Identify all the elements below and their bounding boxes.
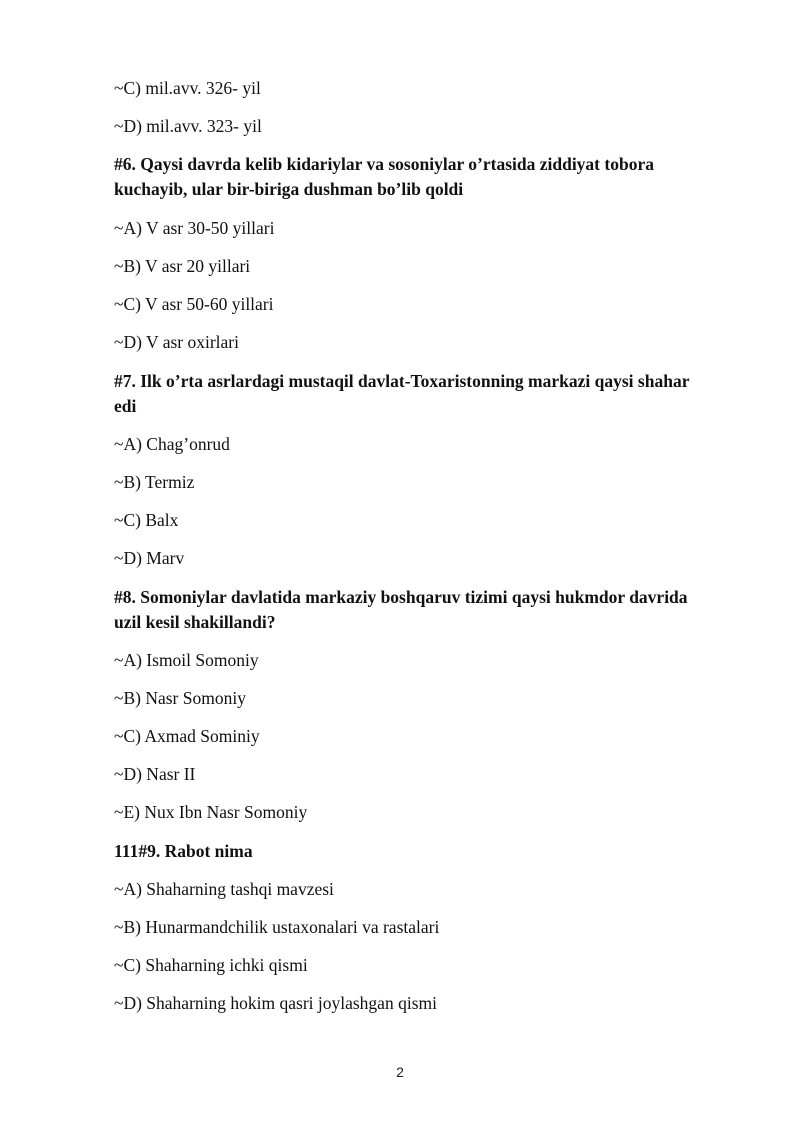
answer-option: ~D) Marv: [114, 548, 185, 568]
question-text: #7. Ilk o’rta asrlardagi mustaqil davlat-Toxaristonning markazi qaysi shahar edi: [114, 371, 690, 416]
question-text: #6. Qaysi davrda kelib kidariylar va sosoniylar o’rtasida ziddiyat tobora kuchayib, ular bir-biriga dushman bo’lib qoldi: [114, 154, 654, 199]
page-number: 2: [396, 1064, 404, 1080]
answer-option: ~C) Axmad Sominiy: [114, 726, 260, 746]
answer-option: ~B) Termiz: [114, 472, 195, 492]
question-text: #8. Somoniylar davlatida markaziy boshqaruv tizimi qaysi hukmdor davrida uzil kesil shakillandi?: [114, 587, 688, 632]
answer-option: ~A) Chag’onrud: [114, 434, 230, 454]
answer-option: ~C) mil.avv. 326- yil: [114, 78, 261, 98]
answer-option: ~D) mil.avv. 323- yil: [114, 116, 262, 136]
answer-option: ~B) Hunarmandchilik ustaxonalari va rastalari: [114, 917, 440, 937]
answer-option: ~A) Ismoil Somoniy: [114, 650, 259, 670]
answer-option: ~D) Shaharning hokim qasri joylashgan qismi: [114, 993, 437, 1013]
answer-option: ~E) Nux Ibn Nasr Somoniy: [114, 802, 308, 822]
answer-option: ~B) Nasr Somoniy: [114, 688, 246, 708]
answer-option: ~A) V asr 30-50 yillari: [114, 218, 275, 238]
answer-option: ~C) Balx: [114, 510, 179, 530]
answer-option: ~C) V asr 50-60 yillari: [114, 294, 274, 314]
answer-option: ~B) V asr 20 yillari: [114, 256, 251, 276]
answer-option: ~C) Shaharning ichki qismi: [114, 955, 308, 975]
question-text: 111#9. Rabot nima: [114, 841, 253, 861]
answer-option: ~A) Shaharning tashqi mavzesi: [114, 879, 334, 899]
answer-option: ~D) Nasr II: [114, 764, 196, 784]
answer-option: ~D) V asr oxirlari: [114, 332, 239, 352]
